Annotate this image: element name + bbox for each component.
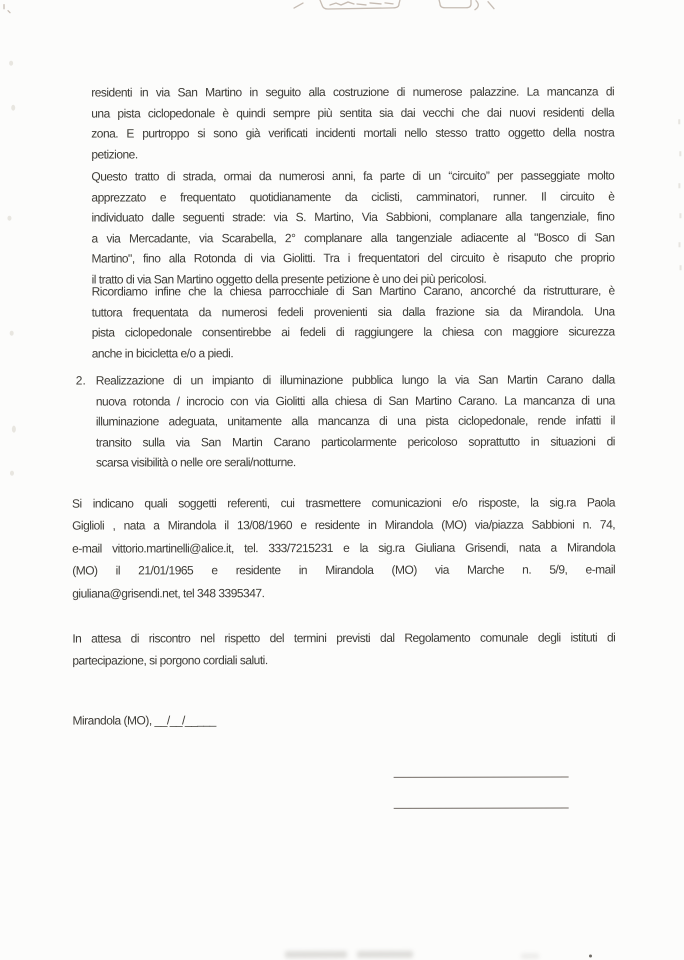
scan-edge-dash: [679, 151, 681, 156]
body-paragraph-1: [91, 81, 614, 164]
text-line: scarsa visibilità o nelle ore serali/notturne.: [95, 455, 296, 470]
text-line: In attesa di riscontro nel rispetto del termini previsti dal Regolamento comunale degli istituti di: [72, 630, 616, 646]
scan-edge-dash: [679, 242, 681, 247]
signature-line-2: [394, 808, 569, 809]
text-line: Giglioli , nata a Mirandola il 13/08/1960 e residente in Mirandola (MO) via/piazza Sabbioni n. 74,: [72, 517, 616, 533]
scan-edge-smudge: [7, 216, 11, 221]
text-line: individuato dalle seguenti strade: via S. Martino, Via Sabbioni, complanare alla tangenziale, fino: [91, 209, 615, 225]
scan-edge-dash: [679, 213, 681, 218]
text-line: a via Mercadante, via Scarabella, 2° complanare alla tangenziale adiacente al "Bosco di San: [91, 229, 615, 246]
scan-edge-smudge: [10, 331, 14, 336]
scan-edge-smudge: [9, 61, 13, 66]
text-line: pista ciclopedonale consentirebbe ai fedeli di raggiungere la chiesa con maggiore sicurezza: [91, 324, 615, 340]
text-line: giuliana@grisendi.net, tel 348 3395347.: [72, 585, 265, 601]
text-line: apprezzato e frequentato quotidianamente da ciclisti, camminatori, runner. Il circuito è: [91, 188, 615, 205]
text-line: Mirandola (MO), __/__/_____: [72, 713, 216, 728]
scan-edge-dash: [680, 265, 682, 270]
scan-bottom-smudge: [521, 954, 539, 959]
text-line: transito sulla via San Martin Carano particolarmente pericoloso soprattutto in situazioni di: [95, 433, 615, 450]
text-line: tuttora frequentata da numerosi fedeli provenienti sia dalla frazione sia da Mirandola. Una: [91, 303, 615, 320]
signature-line-1: [394, 777, 569, 778]
numbered-item-2: [75, 369, 615, 473]
contacts-paragraph: [72, 491, 615, 604]
scan-edge-smudge: [12, 426, 16, 433]
scan-bottom-smudge: [357, 951, 413, 958]
scan-bottom-smudge: [285, 951, 347, 958]
text-line: Questo tratto di strada, ormai da numerosi anni, fa parte di un “circuito” per passeggiate molto: [91, 168, 615, 184]
text-line: zona. E purtroppo si sono già verificati incidenti mortali nello stesso tratto oggetto della nostra: [91, 125, 615, 141]
text-line: e-mail vittorio.martinelli@alice.it, tel. 333/7215231 e la sig.ra Giuliana Grisendi, nata a Mirandola: [72, 540, 616, 556]
scan-edge-dash: [678, 119, 680, 124]
text-line: illuminazione adeguata, unitamente alla mancanza di una pista ciclopedonale, rende infatti il: [95, 413, 615, 429]
body-paragraph-2: [91, 165, 614, 289]
closing-paragraph: [72, 627, 615, 671]
text-line: una pista ciclopedonale è quindi sempre più sentita sia dai vecchi che dai nuovi residenti della: [91, 104, 615, 121]
text-line: anche in bicicletta e/o a piedi.: [91, 345, 234, 361]
text-line: (MO) il 21/01/1965 e residente in Mirandola (MO) via Marche n. 5/9, e-mail: [72, 562, 616, 578]
text-line: nuova rotonda / incrocio con via Giolitti alla chiesa di San Martino Carano. La mancanza di una: [95, 392, 615, 409]
item-2-number: 2.: [75, 373, 86, 388]
scan-top-stamp-remnants-icon: [0, 0, 683, 17]
text-line: petizione.: [91, 146, 138, 162]
text-line: residenti in via San Martino in seguito alla costruzione di numerose palazzine. La mancanza di: [91, 84, 615, 100]
text-line: il tratto di via San Martino oggetto della presente petizione è uno dei più pericolosi.: [91, 271, 487, 287]
scan-edge-dash: [678, 183, 680, 188]
scan-bottom-dot: [589, 954, 592, 957]
text-line: Ricordiamo infine che la chiesa parrocchiale di San Martino Carano, ancorché da ristrutturare, è: [91, 283, 615, 299]
scan-edge-smudge: [11, 105, 15, 111]
text-line: partecipazione, si porgono cordiali saluti.: [72, 652, 268, 668]
date-line: [72, 709, 615, 731]
scan-edge-smudge: [10, 471, 14, 476]
text-line: Si indicano quali soggetti referenti, cui trasmettere comunicazioni e/o risposte, la sig.ra Paola: [72, 495, 616, 511]
text-line: Realizzazione di un impianto di illuminazione pubblica lungo la via San Martin Carano dalla: [95, 372, 615, 388]
body-paragraph-3: [92, 280, 615, 363]
text-line: Martino", fino alla Rotonda di via Giolitti. Tra i frequentatori del circuito è risaputo che proprio: [91, 250, 615, 266]
